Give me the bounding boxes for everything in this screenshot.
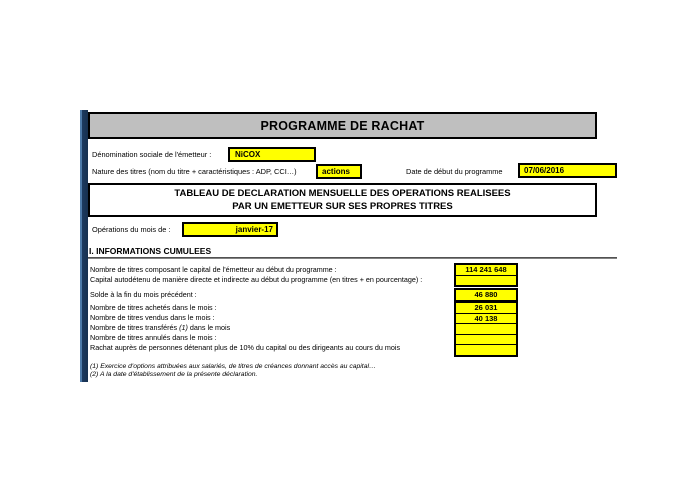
operations-month-field[interactable] (182, 222, 278, 237)
row-shares-cancelled-label: Nombre de titres annulés dans le mois : (90, 333, 217, 342)
row-shares-transferred-label-pre: Nombre de titres transférés (90, 323, 180, 332)
row-previous-month-balance-label: Solde à la fin du mois précédent : (90, 290, 197, 299)
buyback-over-10pct-value-cell[interactable] (456, 344, 516, 355)
value-group-program-start (454, 263, 518, 287)
securities-nature-field[interactable] (316, 164, 362, 179)
row-capital-shares-label: Nombre de titres composant le capital de l'émetteur au début du programme : (90, 265, 337, 274)
section-divider-rule (88, 257, 617, 259)
operations-month-value: janvier-17 (235, 225, 273, 234)
previous-month-balance-value-cell[interactable]: 46 880 (474, 290, 498, 299)
value-group-balance (454, 288, 518, 302)
shares-bought-value-cell[interactable]: 26 031 (474, 303, 498, 312)
securities-nature-value: actions (322, 167, 351, 176)
declaration-title-line1: TABLEAU DE DECLARATION MENSUELLE DES OPERATIONS REALISEES (174, 188, 511, 199)
row-shares-sold-label: Nombre de titres vendus dans le mois : (90, 313, 215, 322)
operations-month-label: Opérations du mois de : (92, 225, 171, 234)
securities-nature-label: Nature des titres (nom du titre + caractéristiques : ADP, CCI…) (92, 167, 297, 176)
program-start-date-field[interactable] (518, 163, 617, 178)
issuer-field[interactable] (228, 147, 316, 162)
capital-shares-value-cell[interactable]: 114 241 648 (465, 265, 507, 274)
footnote-ref-1: (1) (179, 323, 188, 332)
issuer-value: NiCOX (235, 150, 261, 159)
shares-cancelled-value-cell[interactable] (456, 334, 516, 345)
declaration-title-line2: PAR UN EMETTEUR SUR SES PROPRES TITRES (232, 201, 453, 212)
declaration-title-box (88, 183, 597, 217)
program-start-date-label: Date de début du programme (406, 167, 503, 176)
value-group-month-operations (454, 301, 518, 357)
footnote-1: (1) Exercice d'options attribuées aux salariés, de titres de créances donnant accès au capital… (90, 363, 376, 370)
shares-sold-value-cell[interactable]: 40 138 (456, 313, 516, 324)
left-accent-bar (80, 110, 88, 382)
row-shares-transferred-label-post: dans le mois (187, 323, 231, 332)
page-title-box (88, 112, 597, 139)
page-title: PROGRAMME DE RACHAT (260, 118, 425, 133)
row-shares-bought-label: Nombre de titres achetés dans le mois : (90, 303, 217, 312)
treasury-held-value-cell[interactable] (456, 275, 516, 286)
shares-transferred-value-cell[interactable] (456, 323, 516, 334)
row-treasury-held-label: Capital autodétenu de manière directe et indirecte au début du programme (en titres + en pourcentage) : (90, 275, 423, 284)
footnote-2: (2) A la date d'établissement de la présente déclaration. (90, 371, 258, 378)
section-cumulative-title: I. INFORMATIONS CUMULEES (89, 246, 212, 256)
row-shares-transferred-label (90, 323, 230, 332)
issuer-label: Dénomination sociale de l'émetteur : (92, 150, 212, 159)
row-buyback-over-10pct-label: Rachat auprès de personnes détenant plus de 10% du capital ou des dirigeants au cours du mois (90, 343, 401, 352)
program-start-date-value: 07/06/2016 (524, 166, 565, 175)
